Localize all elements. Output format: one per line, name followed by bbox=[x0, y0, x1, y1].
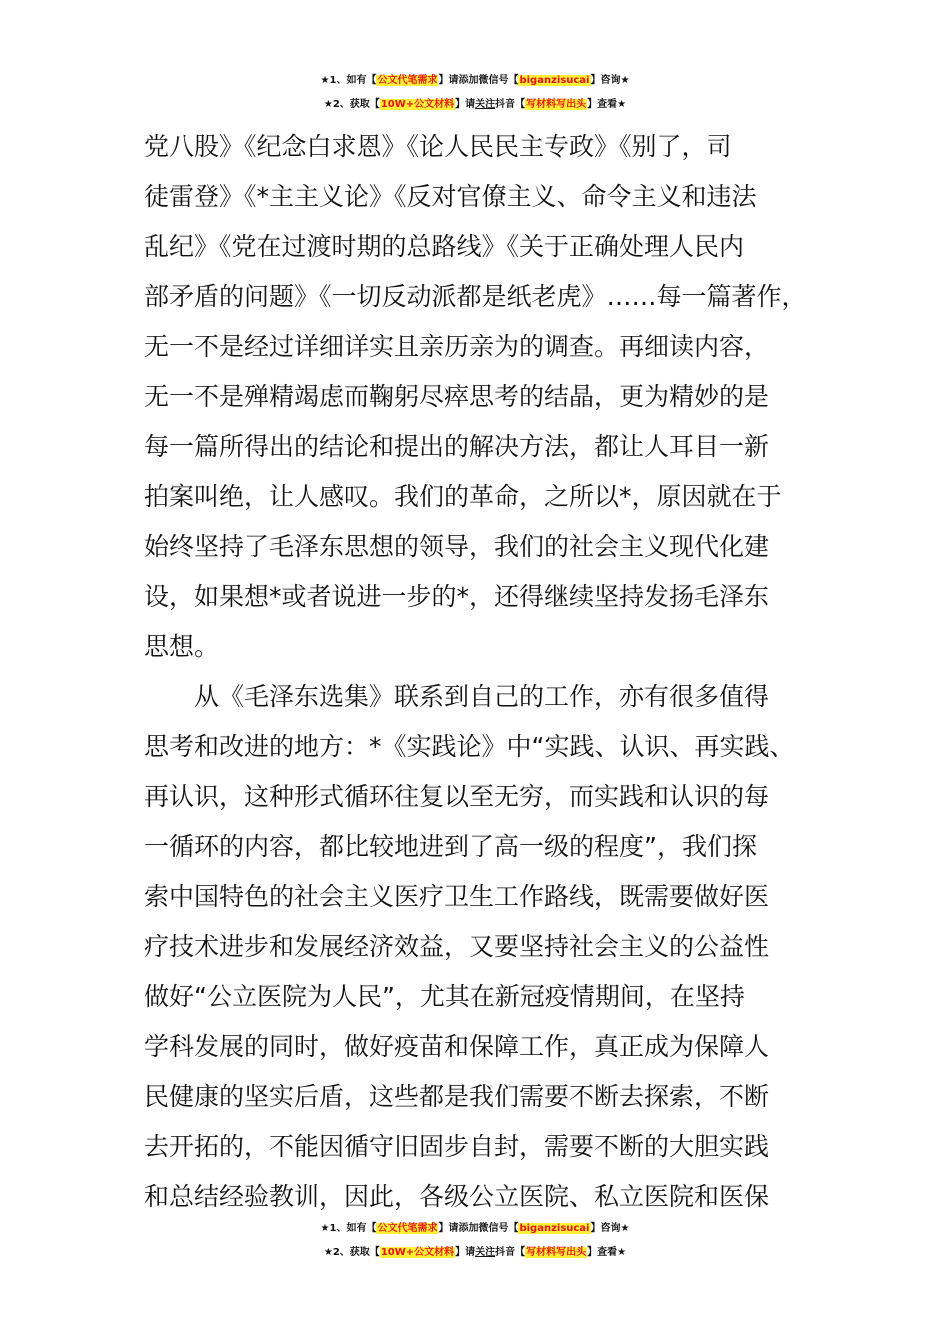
text-line: 思考和改进的地方：*《实践论》中“实践、认识、再实践、 bbox=[144, 732, 795, 761]
text-line: 徒雷登》《*主主义论》《反对官僚主义、命令主义和违法 bbox=[144, 182, 757, 211]
text-line: 和总结经验教训，因此，各级公立医院、私立医院和医保 bbox=[144, 1182, 770, 1211]
banner-text: 】请添加微信号【 bbox=[438, 1223, 519, 1234]
text-line: 再认识，这种形式循环往复以至无穷，而实践和认识的每 bbox=[144, 782, 770, 811]
text-line: 一循环的内容，都比较地进到了高一级的程度”，我们探 bbox=[144, 832, 757, 861]
header-banner bbox=[0, 69, 950, 117]
text-line: 无一不是殚精竭虑而鞠躬尽瘁思考的结晶，更为精妙的是 bbox=[144, 382, 770, 411]
text-line: 思想。 bbox=[144, 632, 220, 661]
highlight-wechat-id: biganzisucai bbox=[519, 75, 590, 86]
text-line: 疗技术进步和发展经济效益，又要坚持社会主义的公益性 bbox=[144, 932, 770, 961]
banner-text: 】咨询★ bbox=[590, 1223, 630, 1234]
text-line: 去开拓的，不能因循守旧固步自封，需要不断的大胆实践 bbox=[144, 1132, 770, 1161]
highlight-materials: 10W+公文材料 bbox=[380, 99, 455, 110]
text-line: 无一不是经过详细详实且亲历亲为的调查。再细读内容， bbox=[144, 332, 770, 361]
banner-text: 】请 bbox=[455, 1247, 476, 1258]
banner-text: ★1、如有【 bbox=[320, 1223, 377, 1234]
document-body bbox=[144, 122, 834, 1222]
highlight-service: 公文代笔需求 bbox=[377, 1223, 438, 1234]
text-line: 学科发展的同时，做好疫苗和保障工作，真正成为保障人 bbox=[144, 1032, 770, 1061]
highlight-wechat-id: biganzisucai bbox=[519, 1223, 590, 1234]
banner-text: ★2、获取【 bbox=[323, 1247, 380, 1258]
banner-text: ★2、获取【 bbox=[323, 99, 380, 110]
banner-text: 抖音【 bbox=[495, 99, 526, 110]
text-line: 每一篇所得出的结论和提出的解决方法，都让人耳目一新 bbox=[144, 432, 770, 461]
banner-text: 】请 bbox=[455, 99, 476, 110]
banner-line-2 bbox=[0, 1241, 950, 1265]
underlined-follow: 关注 bbox=[475, 1247, 496, 1258]
text-line: 索中国特色的社会主义医疗卫生工作路线，既需要做好医 bbox=[144, 882, 770, 911]
highlight-service: 公文代笔需求 bbox=[377, 75, 438, 86]
highlight-materials: 10W+公文材料 bbox=[380, 1247, 455, 1258]
text-line: 乱纪》《党在过渡时期的总路线》《关于正确处理人民内 bbox=[144, 232, 745, 261]
text-line: 党八股》《纪念白求恩》《论人民民主专政》《别了，司 bbox=[144, 132, 732, 161]
banner-text: 】请添加微信号【 bbox=[438, 75, 519, 86]
banner-text: ★1、如有【 bbox=[320, 75, 377, 86]
banner-line-2 bbox=[0, 93, 950, 117]
paragraph-first-line: 从《毛泽东选集》联系到自己的工作，亦有很多值得 bbox=[194, 682, 770, 711]
text-line: 做好“公立医院为人民”，尤其在新冠疫情期间，在坚持 bbox=[144, 982, 745, 1011]
banner-text: 】查看★ bbox=[587, 1247, 627, 1258]
highlight-douyin: 写材料写出头 bbox=[526, 1247, 587, 1258]
text-line: 设，如果想*或者说进一步的*，还得继续坚持发扬毛泽东 bbox=[144, 582, 770, 611]
banner-line-1 bbox=[0, 1217, 950, 1241]
banner-text: 】咨询★ bbox=[590, 75, 630, 86]
banner-text: 】查看★ bbox=[587, 99, 627, 110]
text-line: 始终坚持了毛泽东思想的领导，我们的社会主义现代化建 bbox=[144, 532, 770, 561]
underlined-follow: 关注 bbox=[475, 99, 496, 110]
footer-banner bbox=[0, 1217, 950, 1265]
highlight-douyin: 写材料写出头 bbox=[526, 99, 587, 110]
banner-text: 抖音【 bbox=[495, 1247, 526, 1258]
text-line: 部矛盾的问题》《一切反动派都是纸老虎》……每一篇著作， bbox=[144, 282, 807, 311]
text-line: 民健康的坚实后盾，这些都是我们需要不断去探索，不断 bbox=[144, 1082, 770, 1111]
banner-line-1 bbox=[0, 69, 950, 93]
text-line: 拍案叫绝，让人感叹。我们的革命，之所以*，原因就在于 bbox=[144, 482, 782, 511]
